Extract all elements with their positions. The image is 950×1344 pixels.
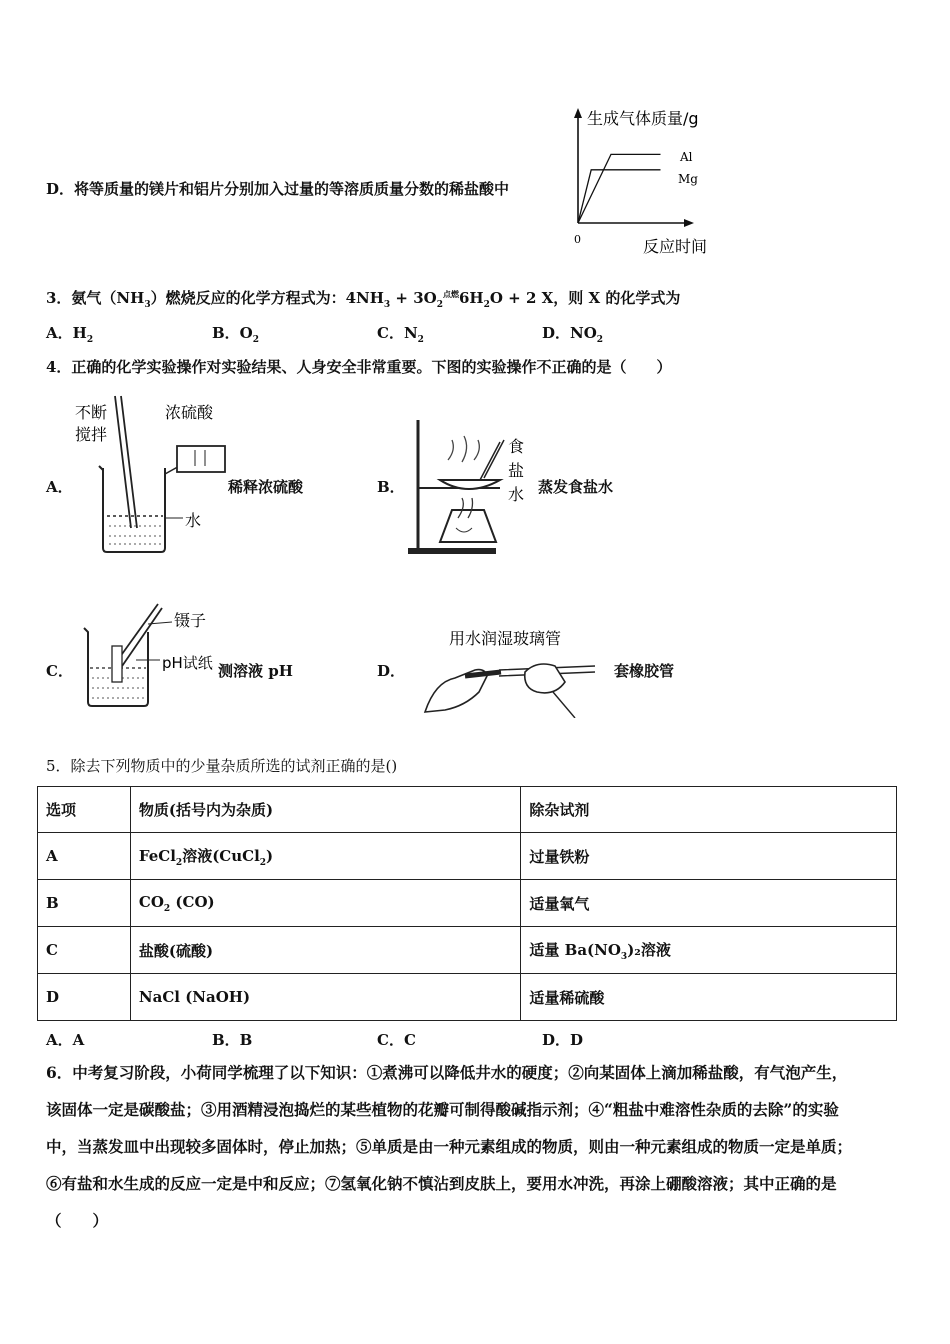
dilute-sulfuric-acid-illustration	[65, 388, 230, 558]
table-row: B $CO_2$ (CO) 适量氧气	[38, 880, 897, 927]
q4-c-caption: 测溶液 pH	[218, 662, 293, 680]
svg-text:不断: 不断	[75, 403, 108, 422]
q4-b-caption: 蒸发食盐水	[538, 478, 614, 496]
table-row: D NaCl (NaOH) 适量稀硫酸	[38, 974, 897, 1021]
graph-origin: 0	[574, 233, 581, 246]
q4-stem: 4．正确的化学实验操作对实验结果、人身安全非常重要。下图的实验操作不正确的是（ ）	[46, 358, 672, 376]
evaporate-salt-water-illustration	[400, 410, 535, 558]
svg-text:pH试纸: pH试纸	[162, 654, 213, 672]
q4-c-letter: C．	[46, 662, 73, 680]
graph-xlabel: 反应时间	[643, 237, 708, 256]
q5-table	[37, 786, 897, 1021]
svg-text:食: 食	[508, 437, 525, 456]
svg-text:浓硫酸: 浓硫酸	[165, 403, 214, 422]
svg-text:盐: 盐	[508, 461, 525, 480]
q3-option-b: B．$O_2$	[212, 324, 260, 345]
q4-d-letter: D．	[377, 662, 406, 680]
y-axis-arrow	[574, 108, 582, 118]
q4-b-letter: B．	[377, 478, 405, 496]
q6-line-3: 中，当蒸发皿中出现较多固体时，停止加热；⑤单质是由一种元素组成的物质，则由一种元素组成的物质一定是单质；	[46, 1137, 853, 1156]
table-row: C 盐酸(硫酸) 适量 $Ba(NO_3)_2$溶液	[38, 927, 897, 974]
x-axis-arrow	[684, 219, 694, 227]
q4-a-letter: A．	[46, 478, 73, 496]
gas-mass-graph	[560, 100, 730, 260]
q3-option-c: C．$N_2$	[377, 324, 424, 345]
q2-option-d-text: D．将等质量的镁片和铝片分别加入过量的等溶质质量分数的稀盐酸中	[46, 180, 510, 198]
al-series-line	[578, 154, 661, 223]
q6-line-5: （ ）	[46, 1211, 109, 1230]
al-label: Al	[680, 150, 693, 164]
svg-text:镊子: 镊子	[174, 611, 207, 630]
q3-option-d: D．$NO_2$	[542, 324, 604, 345]
q4-a-caption: 稀释浓硫酸	[228, 478, 304, 496]
attach-rubber-tube-illustration	[405, 622, 605, 718]
svg-text:水: 水	[508, 485, 525, 504]
q5-stem: 5．除去下列物质中的少量杂质所选的试剂正确的是()	[46, 757, 398, 775]
q3-stem: 3．氨气$(NH_3)$燃烧反应的化学方程式为：$4NH_3 + 3O_2^{点燃}6H_2O + 2$ X，则 X 的化学式为	[46, 289, 681, 310]
graph-ylabel: 生成气体质量/g	[587, 109, 699, 128]
q5-option-a: A．A	[46, 1031, 85, 1049]
header-substance: 物质(括号内为杂质)	[130, 787, 521, 833]
table-header-row	[38, 787, 897, 833]
q6-line-1: 6．中考复习阶段，小荷同学梳理了以下知识：①煮沸可以降低井水的硬度；②向某固体上滴加稀盐酸，有气泡产生，	[46, 1063, 848, 1082]
header-reagent: 除杂试剂	[521, 787, 897, 833]
q5-option-d: D．D	[542, 1031, 584, 1049]
q6-line-2: 该固体一定是碳酸盐；③用酒精浸泡捣烂的某些植物的花瓣可制得酸碱指示剂；④“粗盐中难溶性杂质的去除”的实验	[46, 1100, 839, 1119]
measure-ph-illustration	[76, 598, 221, 710]
q5-option-c: C．C	[377, 1031, 416, 1049]
svg-text:用水润湿玻璃管: 用水润湿玻璃管	[449, 629, 562, 648]
q3-option-a: A．$H_2$	[46, 324, 94, 345]
table-row: A FeCl$_2$溶液(CuCl$_2$) 过量铁粉	[38, 833, 897, 880]
q6-line-4: ⑥有盐和水生成的反应一定是中和反应；⑦氢氧化钠不慎沾到皮肤上，要用水冲洗，再涂上硼酸溶液；其中正确的是	[46, 1174, 837, 1193]
svg-text:水: 水	[185, 511, 202, 530]
mg-label: Mg	[678, 172, 698, 186]
q6-paragraph	[46, 1054, 908, 1239]
svg-text:搅拌: 搅拌	[75, 425, 108, 444]
header-option: 选项	[38, 787, 131, 833]
q5-option-b: B．B	[212, 1031, 253, 1049]
q4-d-caption: 套橡胶管	[614, 662, 675, 680]
